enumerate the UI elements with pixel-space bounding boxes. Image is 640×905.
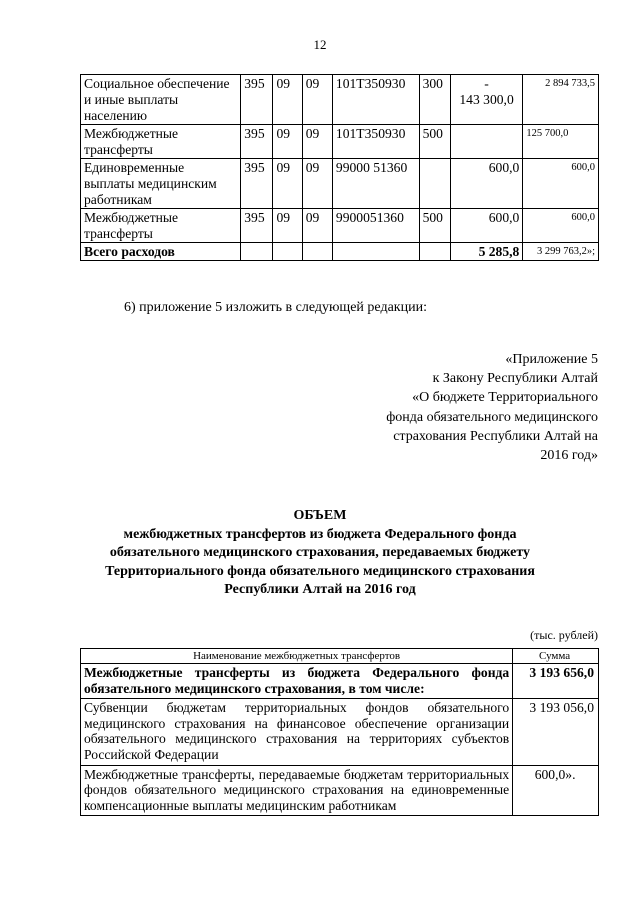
page-number: 12 — [313, 37, 327, 52]
row-code-b: 09 — [273, 159, 302, 209]
row-amount-total: 600,0 — [523, 209, 599, 243]
row-name: Межбюджетные трансферты — [81, 209, 241, 243]
appendix-line: страхования Республики Алтай на — [393, 428, 598, 444]
title-line: обязательного медицинского страхования, передаваемых бюджету — [109, 545, 531, 560]
appendix-line: «О бюджете Территориального — [412, 390, 598, 406]
row-code-c: 09 — [302, 125, 332, 159]
unit-note: (тыс. рублей) — [530, 628, 598, 642]
row-name: Субвенции бюджетам территориальных фондов обязательного медицинского страхования на финансовое обеспечение организации обязательного медицинского страхования на территориях субъектов Российской Федерации — [81, 699, 513, 765]
row-sum: 3 193 656,0 — [513, 664, 599, 699]
table-row — [81, 699, 599, 765]
row-amount-change: 600,0 — [450, 159, 523, 209]
row-amount-change: - 143 300,0 — [450, 75, 523, 125]
total-amount-change: 5 285,8 — [450, 243, 523, 261]
table-row — [81, 765, 599, 816]
row-code-a: 395 — [241, 209, 273, 243]
row-code-a: 395 — [241, 159, 273, 209]
row-code-b: 09 — [273, 75, 302, 125]
total-label: Всего расходов — [81, 243, 241, 261]
row-name: Межбюджетные трансферты — [81, 125, 241, 159]
appendix-line: к Закону Республики Алтай — [432, 371, 598, 387]
row-name: Межбюджетные трансферты из бюджета Федерального фонда обязательного медицинского страхования, в том числе: — [81, 664, 513, 699]
row-code-e: 500 — [419, 125, 450, 159]
appendix-line: «Приложение 5 — [505, 352, 598, 367]
row-code-c: 09 — [302, 209, 332, 243]
title-line: Территориального фонда обязательного медицинского страхования — [105, 563, 535, 579]
row-code-d: 9900051360 — [332, 209, 419, 243]
row-amount-total: 600,0 — [523, 159, 599, 209]
transfers-table — [80, 648, 599, 816]
header-sum: Сумма — [513, 649, 599, 664]
title-line: ОБЪЕМ — [293, 508, 347, 523]
table-row — [81, 75, 599, 125]
table-row — [81, 159, 599, 209]
row-code-d: 101Т350930 — [332, 125, 419, 159]
table-row — [81, 209, 599, 243]
row-sum: 600,0». — [513, 765, 599, 816]
row-code-d: 101Т350930 — [332, 75, 419, 125]
table-header-row — [81, 649, 599, 664]
row-amount-change: 600,0 — [450, 209, 523, 243]
amendment-item: 6) приложение 5 изложить в следующей редакции: — [124, 300, 427, 315]
row-name: Социальное обеспечение и иные выплаты населению — [81, 75, 241, 125]
appendix-line: фонда обязательного медицинского — [386, 409, 598, 425]
row-sum: 3 193 056,0 — [513, 699, 599, 765]
appendix-line: 2016 год» — [540, 448, 598, 464]
title-line: Республики Алтай на 2016 год — [224, 582, 416, 597]
row-amount-total: 125 700,0 — [523, 125, 599, 159]
row-code-e — [419, 159, 450, 209]
expenses-table — [80, 74, 599, 261]
row-amount-change — [450, 125, 523, 159]
row-code-b: 09 — [273, 209, 302, 243]
table-total-row — [81, 243, 599, 261]
row-amount-total: 2 894 733,5 — [523, 75, 599, 125]
row-code-c: 09 — [302, 75, 332, 125]
row-code-a: 395 — [241, 75, 273, 125]
row-code-d: 99000 51360 — [332, 159, 419, 209]
document-title — [0, 507, 640, 600]
row-code-c: 09 — [302, 159, 332, 209]
row-name: Единовременные выплаты медицинским работникам — [81, 159, 241, 209]
row-code-e: 300 — [419, 75, 450, 125]
total-amount: 3 299 763,2»; — [523, 243, 599, 261]
appendix-header — [386, 350, 598, 465]
table-row — [81, 664, 599, 699]
table-row — [81, 125, 599, 159]
row-name: Межбюджетные трансферты, передаваемые бюджетам территориальных фондов обязательного медицинского страхования на единовременные компенсационные выплаты медицинским работникам — [81, 765, 513, 816]
row-code-e: 500 — [419, 209, 450, 243]
title-line: межбюджетных трансфертов из бюджета Федерального фонда — [123, 526, 517, 542]
row-code-b: 09 — [273, 125, 302, 159]
row-code-a: 395 — [241, 125, 273, 159]
header-name: Наименование межбюджетных трансфертов — [81, 649, 513, 664]
